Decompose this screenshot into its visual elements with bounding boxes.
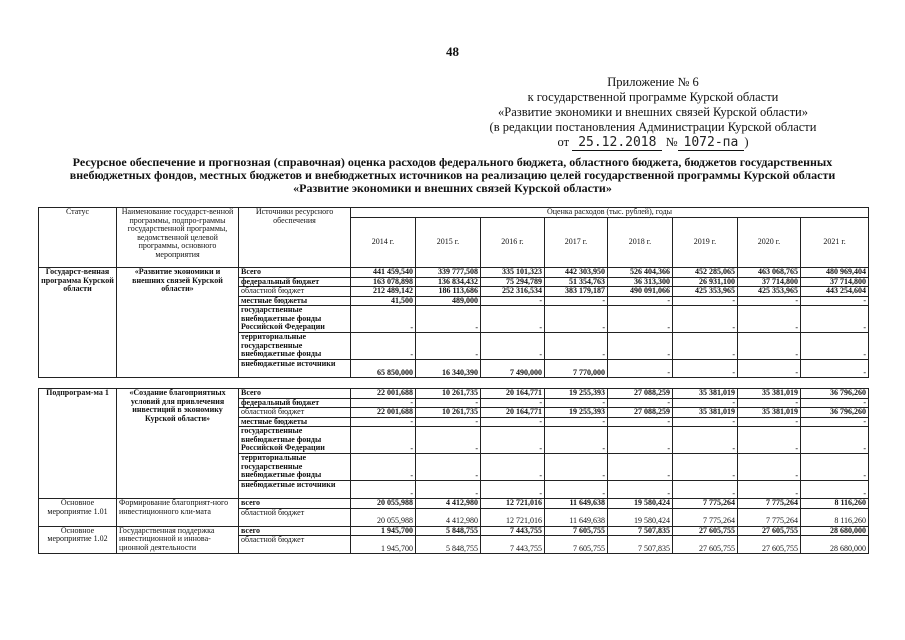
value-cell: 480 969,404 — [801, 268, 869, 278]
value-cell: - — [481, 427, 545, 454]
value-cell: - — [673, 417, 738, 427]
value-cell: 11 649,638 — [545, 508, 608, 526]
value-cell: - — [673, 296, 738, 306]
header-year: 2018 г. — [608, 218, 673, 268]
header-year: 2017 г. — [545, 218, 608, 268]
value-cell: 7 605,755 — [545, 526, 608, 536]
table-row — [39, 389, 869, 399]
value-cell: 4 412,980 — [416, 499, 481, 509]
value-cell: 35 381,019 — [738, 389, 801, 399]
value-cell: - — [608, 417, 673, 427]
value-cell: 36 313,300 — [608, 277, 673, 287]
value-cell: 20 164,771 — [481, 408, 545, 418]
value-cell: 5 848,755 — [416, 526, 481, 536]
appendix-header — [473, 75, 833, 151]
value-cell: 212 489,142 — [351, 287, 416, 297]
value-cell: - — [481, 398, 545, 408]
value-cell: 526 404,366 — [608, 268, 673, 278]
value-cell: - — [608, 427, 673, 454]
value-cell: - — [801, 454, 869, 481]
value-cell: 27 088,259 — [608, 408, 673, 418]
value-cell: 8 116,260 — [801, 499, 869, 509]
value-cell: 75 294,789 — [481, 277, 545, 287]
value-cell: 22 001,688 — [351, 408, 416, 418]
appendix-no: № — [665, 135, 678, 149]
value-cell: - — [481, 454, 545, 481]
source-cell: федеральный бюджет — [239, 277, 351, 287]
value-cell: 490 091,066 — [608, 287, 673, 297]
value-cell: - — [545, 427, 608, 454]
value-cell: 443 254,604 — [801, 287, 869, 297]
value-cell: 19 255,393 — [545, 408, 608, 418]
row-name: Формирование благоприят-ного инвестиционного кли-мата — [117, 499, 239, 527]
value-cell: 7 775,264 — [738, 499, 801, 509]
value-cell: - — [801, 481, 869, 499]
source-cell: всего — [239, 526, 351, 536]
appendix-date-line — [473, 135, 833, 151]
value-cell: - — [801, 333, 869, 360]
value-cell: 35 381,019 — [673, 389, 738, 399]
value-cell: 41,500 — [351, 296, 416, 306]
value-cell: 442 303,950 — [545, 268, 608, 278]
row-status: Основное мероприятие 1.02 — [39, 526, 117, 554]
table-row — [39, 526, 869, 536]
source-cell: территориальные государственные внебюджетные фонды — [239, 454, 351, 481]
source-cell: всего — [239, 499, 351, 509]
value-cell: - — [673, 398, 738, 408]
value-cell: 16 340,390 — [416, 360, 481, 378]
page-number: 48 — [446, 44, 459, 59]
value-cell: - — [481, 306, 545, 333]
value-cell: - — [481, 296, 545, 306]
value-cell: - — [416, 454, 481, 481]
value-cell: 20 055,988 — [351, 499, 416, 509]
value-cell: - — [416, 481, 481, 499]
value-cell: - — [351, 427, 416, 454]
value-cell: - — [673, 333, 738, 360]
value-cell: - — [545, 454, 608, 481]
appendix-date: 25.12.2018 — [572, 135, 662, 151]
section-gap — [39, 378, 869, 389]
value-cell: - — [416, 427, 481, 454]
value-cell: - — [673, 454, 738, 481]
value-cell: 12 721,016 — [481, 508, 545, 526]
source-cell: областной бюджет — [239, 536, 351, 554]
value-cell: 37 714,800 — [738, 277, 801, 287]
value-cell: 5 848,755 — [416, 536, 481, 554]
value-cell: - — [608, 398, 673, 408]
value-cell: 36 796,260 — [801, 408, 869, 418]
value-cell: 51 354,763 — [545, 277, 608, 287]
row-status: Подпрограм-ма 1 — [39, 389, 117, 499]
value-cell: 28 680,000 — [801, 536, 869, 554]
appendix-line-4: (в редакции постановления Администрации Курской области — [489, 120, 817, 134]
value-cell: 27 088,259 — [608, 389, 673, 399]
source-cell: государственные внебюджетные фонды Российской Федерации — [239, 306, 351, 333]
header-year: 2019 г. — [673, 218, 738, 268]
value-cell: - — [673, 306, 738, 333]
value-cell: 10 261,735 — [416, 408, 481, 418]
source-cell: областной бюджет — [239, 287, 351, 297]
value-cell: 7 775,264 — [673, 499, 738, 509]
value-cell: 26 931,100 — [673, 277, 738, 287]
value-cell: 7 770,000 — [545, 360, 608, 378]
header-year: 2015 г. — [416, 218, 481, 268]
value-cell: 35 381,019 — [673, 408, 738, 418]
header-estimate: Оценка расходов (тыс. рублей), годы — [351, 208, 869, 218]
resource-table — [38, 207, 869, 554]
source-cell: Всего — [239, 268, 351, 278]
value-cell: 1 945,700 — [351, 526, 416, 536]
value-cell: - — [545, 296, 608, 306]
value-cell: - — [673, 427, 738, 454]
source-cell: государственные внебюджетные фонды Российской Федерации — [239, 427, 351, 454]
value-cell: - — [545, 481, 608, 499]
value-cell: 4 412,980 — [416, 508, 481, 526]
value-cell: - — [801, 360, 869, 378]
value-cell: - — [738, 481, 801, 499]
value-cell: 7 443,755 — [481, 526, 545, 536]
document-title: Ресурсное обеспечение и прогнозная (справочная) оценка расходов федерального бюджета, областного бюджета, бюджетов государственных внебюджетных фондов, местных бюджетов и внебюджетных источников на реализацию целей государственной программы Курской области «Развитие экономики и внешних связей Курской области» — [69, 155, 836, 195]
row-status: Государст-венная программа Курской области — [39, 268, 117, 378]
value-cell: 7 775,264 — [673, 508, 738, 526]
value-cell: 19 580,424 — [608, 508, 673, 526]
value-cell: - — [801, 306, 869, 333]
value-cell: 163 078,898 — [351, 277, 416, 287]
value-cell: 425 353,965 — [738, 287, 801, 297]
value-cell: 36 796,260 — [801, 389, 869, 399]
value-cell: - — [351, 454, 416, 481]
value-cell: 186 113,686 — [416, 287, 481, 297]
appendix-number: 1072-па — [678, 135, 745, 151]
value-cell: - — [351, 333, 416, 360]
source-cell: Всего — [239, 389, 351, 399]
source-cell: федеральный бюджет — [239, 398, 351, 408]
value-cell: 339 777,508 — [416, 268, 481, 278]
value-cell: - — [416, 398, 481, 408]
appendix-close: ) — [744, 135, 749, 149]
value-cell: - — [608, 454, 673, 481]
value-cell: 335 101,323 — [481, 268, 545, 278]
value-cell: 7 507,835 — [608, 526, 673, 536]
value-cell: - — [738, 427, 801, 454]
value-cell: 20 164,771 — [481, 389, 545, 399]
value-cell: - — [481, 481, 545, 499]
value-cell: 136 834,432 — [416, 277, 481, 287]
header-name: Наименование государст-венной программы, подпро-граммы государственной программы, ведомственной целевой программы, основного мероприятия — [117, 208, 239, 268]
header-year: 2016 г. — [481, 218, 545, 268]
value-cell: - — [673, 481, 738, 499]
value-cell: - — [608, 333, 673, 360]
value-cell: - — [351, 306, 416, 333]
value-cell: 27 605,755 — [673, 526, 738, 536]
value-cell: 19 255,393 — [545, 389, 608, 399]
value-cell: 28 680,000 — [801, 526, 869, 536]
value-cell: - — [738, 398, 801, 408]
row-name: Государственная поддержка инвестиционной и иннова-ционной деятельности — [117, 526, 239, 554]
value-cell: 22 001,688 — [351, 389, 416, 399]
value-cell: 252 316,534 — [481, 287, 545, 297]
value-cell: - — [481, 333, 545, 360]
value-cell: - — [608, 306, 673, 333]
header-source: Источники ресурсного обеспечения — [239, 208, 351, 268]
value-cell: 37 714,800 — [801, 277, 869, 287]
value-cell: 35 381,019 — [738, 408, 801, 418]
source-cell: внебюджетные источники — [239, 481, 351, 499]
value-cell: - — [545, 333, 608, 360]
value-cell: - — [738, 296, 801, 306]
value-cell: - — [673, 360, 738, 378]
value-cell: 383 179,187 — [545, 287, 608, 297]
value-cell: - — [608, 296, 673, 306]
header-year: 2020 г. — [738, 218, 801, 268]
value-cell: - — [801, 417, 869, 427]
value-cell: - — [738, 306, 801, 333]
value-cell: 27 605,755 — [738, 536, 801, 554]
table-row — [39, 268, 869, 278]
source-cell: территориальные государственные внебюджетные фонды — [239, 333, 351, 360]
value-cell: - — [608, 481, 673, 499]
value-cell: - — [351, 398, 416, 408]
value-cell: 441 459,540 — [351, 268, 416, 278]
value-cell: - — [416, 306, 481, 333]
header-year: 2021 г. — [801, 218, 869, 268]
value-cell: 27 605,755 — [673, 536, 738, 554]
value-cell: - — [608, 360, 673, 378]
value-cell: 65 850,000 — [351, 360, 416, 378]
row-name: «Создание благоприятных условий для привлечения инвестиций в экономику Курской области» — [117, 389, 239, 499]
value-cell: 7 605,755 — [545, 536, 608, 554]
value-cell: - — [416, 333, 481, 360]
value-cell: - — [545, 398, 608, 408]
appendix-line-1: Приложение № 6 — [607, 75, 699, 89]
value-cell: 27 605,755 — [738, 526, 801, 536]
value-cell: 10 261,735 — [416, 389, 481, 399]
value-cell: - — [738, 454, 801, 481]
value-cell: - — [801, 398, 869, 408]
value-cell: 20 055,988 — [351, 508, 416, 526]
row-name: «Развитие экономики и внешних связей Курской области» — [117, 268, 239, 378]
source-cell: местные бюджеты — [239, 417, 351, 427]
value-cell: 7 775,264 — [738, 508, 801, 526]
source-cell: областной бюджет — [239, 408, 351, 418]
value-cell: - — [351, 417, 416, 427]
value-cell: 7 490,000 — [481, 360, 545, 378]
source-cell: областной бюджет — [239, 508, 351, 526]
value-cell: 425 353,965 — [673, 287, 738, 297]
appendix-line-3: «Развитие экономики и внешних связей Курской области» — [498, 105, 808, 119]
value-cell: 489,000 — [416, 296, 481, 306]
source-cell: местные бюджеты — [239, 296, 351, 306]
value-cell: 19 580,424 — [608, 499, 673, 509]
value-cell: 7 507,835 — [608, 536, 673, 554]
value-cell: 12 721,016 — [481, 499, 545, 509]
source-cell: внебюджетные источники — [239, 360, 351, 378]
value-cell: - — [545, 306, 608, 333]
appendix-from: от — [557, 135, 570, 149]
value-cell: 452 285,065 — [673, 268, 738, 278]
value-cell: - — [801, 296, 869, 306]
value-cell: 463 068,765 — [738, 268, 801, 278]
gap-cell — [39, 378, 869, 389]
value-cell: - — [801, 427, 869, 454]
table-row — [39, 499, 869, 509]
header-status: Статус — [39, 208, 117, 268]
value-cell: 7 443,755 — [481, 536, 545, 554]
value-cell: 1 945,700 — [351, 536, 416, 554]
appendix-line-2: к государственной программе Курской области — [527, 90, 779, 104]
value-cell: - — [738, 417, 801, 427]
value-cell: - — [545, 417, 608, 427]
value-cell: - — [738, 360, 801, 378]
value-cell: 11 649,638 — [545, 499, 608, 509]
value-cell: - — [481, 417, 545, 427]
value-cell: - — [351, 481, 416, 499]
value-cell: - — [416, 417, 481, 427]
value-cell: - — [738, 333, 801, 360]
value-cell: 8 116,260 — [801, 508, 869, 526]
header-year: 2014 г. — [351, 218, 416, 268]
row-status: Основное мероприятие 1.01 — [39, 499, 117, 527]
